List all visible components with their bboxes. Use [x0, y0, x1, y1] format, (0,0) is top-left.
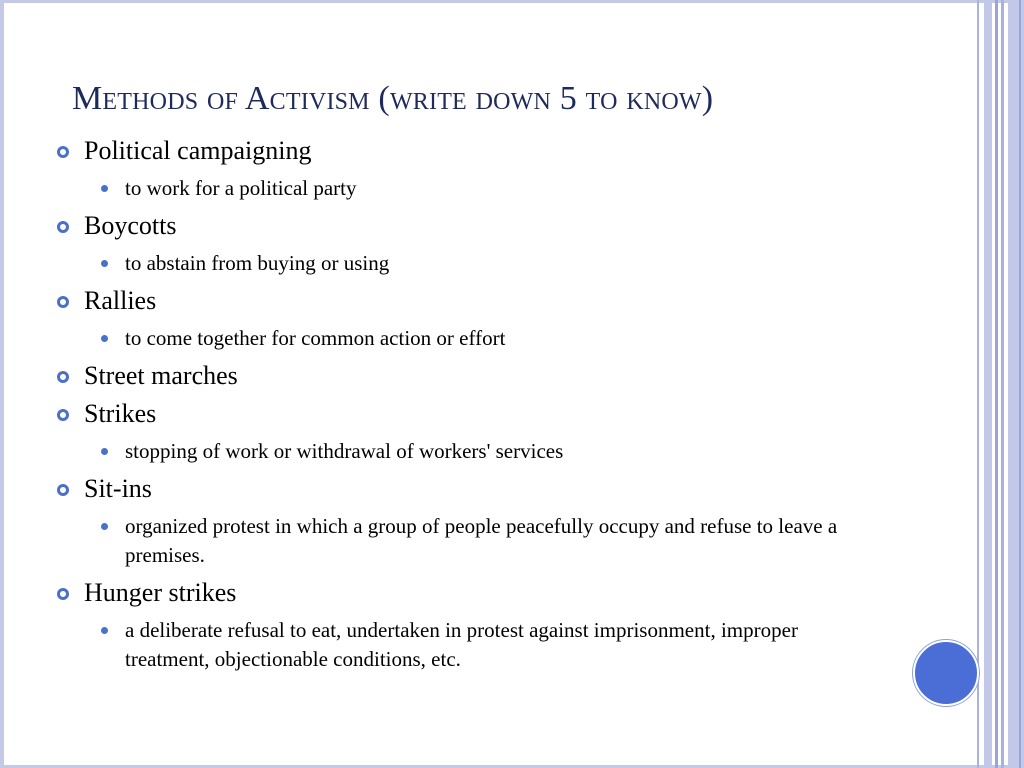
decorative-stripe [995, 0, 998, 768]
bullet-label: Boycotts [84, 211, 177, 240]
sub-bullet-text: to come together for common action or effort [125, 326, 506, 350]
bullet-label: Political campaigning [84, 136, 312, 165]
bullet-level-2 [98, 616, 876, 674]
bullet-level-1 [56, 361, 876, 391]
bullet-label: Hunger strikes [84, 578, 237, 607]
bullet-level-1 [56, 136, 876, 166]
decorative-circle [913, 640, 979, 706]
bullet-level-2 [98, 174, 876, 203]
sub-bullet-text: to abstain from buying or using [125, 251, 390, 275]
bullet-item [56, 399, 876, 466]
bullet-item [56, 136, 876, 203]
bullet-item [56, 361, 876, 391]
sub-bullet-text: stopping of work or withdrawal of workers' services [125, 439, 564, 463]
decorative-stripe [1001, 0, 1004, 768]
bullet-item [56, 286, 876, 353]
slide-title: Methods of Activism (write down 5 to know) [72, 80, 714, 117]
bullet-item [56, 578, 876, 674]
ring-bullet-icon [56, 399, 84, 429]
bullet-level-1 [56, 474, 876, 504]
ring-bullet-icon [56, 286, 84, 316]
decorative-stripe [984, 0, 992, 768]
bullet-item [56, 474, 876, 570]
sub-bullet-text: organized protest in which a group of people peacefully occupy and refuse to leave a premises. [125, 514, 838, 567]
dot-bullet-icon [98, 249, 125, 278]
bullet-level-1 [56, 286, 876, 316]
ring-bullet-icon [56, 211, 84, 241]
dot-bullet-icon [98, 616, 125, 645]
bullet-list [56, 132, 876, 682]
ring-bullet-icon [56, 361, 84, 391]
bullet-level-2 [98, 437, 876, 466]
dot-bullet-icon [98, 512, 125, 541]
bullet-label: Strikes [84, 399, 157, 428]
ring-bullet-icon [56, 136, 84, 166]
bullet-label: Sit-ins [84, 474, 152, 503]
dot-bullet-icon [98, 324, 125, 353]
bullet-item [56, 211, 876, 278]
bullet-label: Rallies [84, 286, 157, 315]
bullet-label: Street marches [84, 361, 238, 390]
decorative-stripe [1019, 0, 1021, 768]
bullet-level-1 [56, 211, 876, 241]
dot-bullet-icon [98, 174, 125, 203]
bullet-level-1 [56, 399, 876, 429]
bullet-level-2 [98, 512, 876, 570]
decorative-stripe [1008, 0, 1024, 768]
dot-bullet-icon [98, 437, 125, 466]
bullet-level-1 [56, 578, 876, 608]
sub-bullet-text: to work for a political party [125, 176, 357, 200]
bullet-level-2 [98, 324, 876, 353]
ring-bullet-icon [56, 578, 84, 608]
ring-bullet-icon [56, 474, 84, 504]
bullet-level-2 [98, 249, 876, 278]
decorative-stripe [977, 0, 979, 768]
sub-bullet-text: a deliberate refusal to eat, undertaken in protest against imprisonment, improper treatment, objectionable conditions, etc. [125, 618, 798, 671]
